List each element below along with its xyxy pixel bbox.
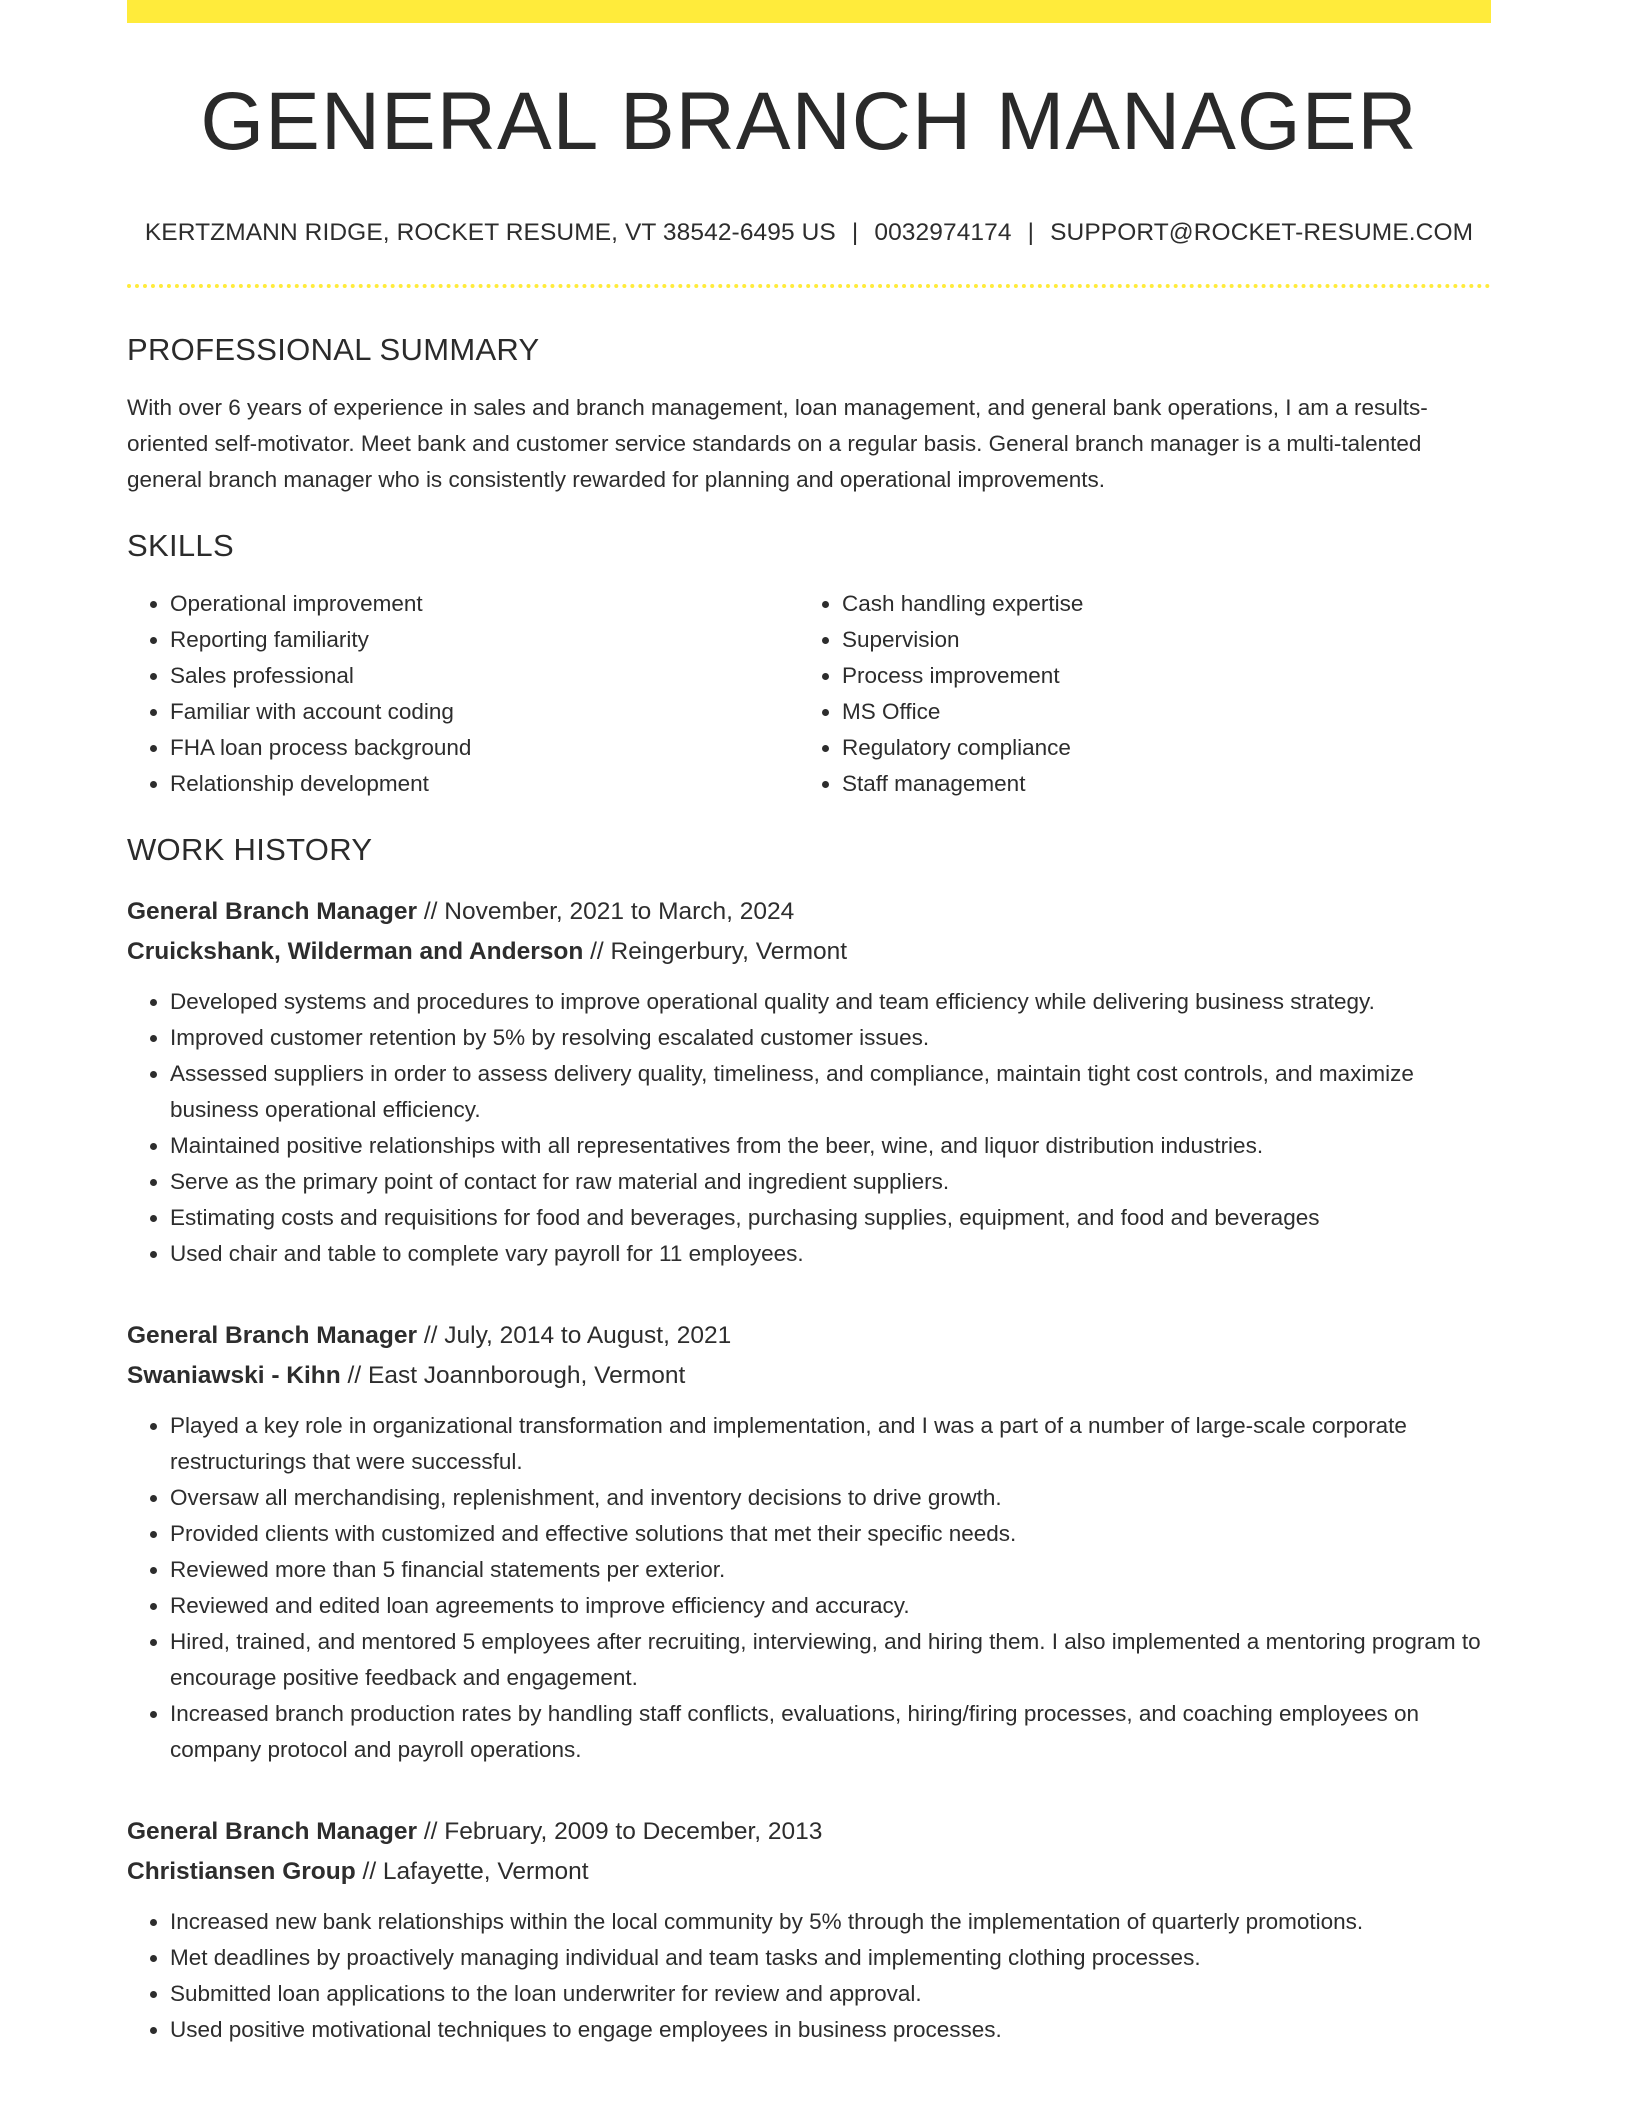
job-entry — [127, 1316, 1491, 1768]
skill-item: • MS Office — [842, 694, 1471, 730]
skill-item: • Supervision — [842, 622, 1471, 658]
job-bullet: • Assessed suppliers in order to assess delivery quality, timeliness, and compliance, maintain tight cost controls, and maximize business operational efficiency. — [170, 1056, 1491, 1128]
skill-item: • Process improvement — [842, 658, 1471, 694]
skill-item: • Familiar with account coding — [170, 694, 799, 730]
skill-item: • Staff management — [842, 766, 1471, 802]
job-bullet: • Developed systems and procedures to improve operational quality and team efficiency while delivering business strategy. — [170, 984, 1491, 1020]
job-bullet: • Serve as the primary point of contact for raw material and ingredient suppliers. — [170, 1164, 1491, 1200]
job-title: General Branch Manager — [127, 1322, 418, 1349]
job-bullet: • Reviewed more than 5 financial statements per exterior. — [170, 1552, 1491, 1588]
job-title: General Branch Manager — [127, 898, 418, 925]
skill-item: • Regulatory compliance — [842, 730, 1471, 766]
skill-item: • Reporting familiarity — [170, 622, 799, 658]
contact-separator: | — [1027, 219, 1035, 246]
page-title: GENERAL BRANCH MANAGER — [200, 76, 1418, 167]
contact-phone: 0032974174 — [874, 219, 1012, 246]
summary-heading: PROFESSIONAL SUMMARY — [127, 332, 540, 367]
job-bullet: • Met deadlines by proactively managing individual and team tasks and implementing clothing processes. — [170, 1940, 1491, 1976]
job-bullet: • Oversaw all merchandising, replenishment, and inventory decisions to drive growth. — [170, 1480, 1491, 1516]
job-bullet: • Played a key role in organizational transformation and implementation, and I was a part of a number of large-scale corporate restructurings that were successful. — [170, 1408, 1491, 1480]
job-company-line — [127, 932, 1491, 972]
job-title-line — [127, 1812, 1491, 1852]
job-title-line — [127, 1316, 1491, 1356]
contact-separator: | — [851, 219, 859, 246]
job-entry — [127, 892, 1491, 1272]
job-bullets — [127, 984, 1491, 1272]
job-bullet: • Reviewed and edited loan agreements to improve efficiency and accuracy. — [170, 1588, 1491, 1624]
job-location: // Lafayette, Vermont — [355, 1858, 589, 1885]
job-location: // Reingerbury, Vermont — [583, 938, 848, 965]
skill-item: • Sales professional — [170, 658, 799, 694]
job-company: Cruickshank, Wilderman and Anderson — [127, 938, 584, 965]
job-bullet: • Improved customer retention by 5% by resolving escalated customer issues. — [170, 1020, 1491, 1056]
job-bullet: • Increased branch production rates by handling staff conflicts, evaluations, hiring/firing processes, and coaching employees on company protocol and payroll operations. — [170, 1696, 1491, 1768]
contact-email: SUPPORT@ROCKET-RESUME.COM — [1050, 219, 1474, 246]
contact-address: KERTZMANN RIDGE, ROCKET RESUME, VT 38542-6495 US — [144, 219, 836, 246]
job-title-line — [127, 892, 1491, 932]
job-bullet: • Estimating costs and requisitions for food and beverages, purchasing supplies, equipment, and food and beverages — [170, 1200, 1491, 1236]
top-accent-bar — [127, 0, 1491, 23]
job-bullet: • Maintained positive relationships with all representatives from the beer, wine, and liquor distribution industries. — [170, 1128, 1491, 1164]
job-bullet: • Provided clients with customized and effective solutions that met their specific needs. — [170, 1516, 1491, 1552]
job-bullets — [127, 1904, 1491, 2048]
resume-page — [127, 0, 1491, 2048]
job-company-line — [127, 1852, 1491, 1892]
job-bullet: • Used positive motivational techniques to engage employees in business processes. — [170, 2012, 1491, 2048]
skill-item: • FHA loan process background — [170, 730, 799, 766]
skill-item: • Operational improvement — [170, 586, 799, 622]
job-company: Christiansen Group — [127, 1858, 356, 1885]
skills-heading: SKILLS — [127, 528, 234, 563]
job-bullets — [127, 1408, 1491, 1768]
skills-columns — [127, 586, 1491, 802]
job-bullet: • Used chair and table to complete vary payroll for 11 employees. — [170, 1236, 1491, 1272]
job-company-line — [127, 1356, 1491, 1396]
summary-text: With over 6 years of experience in sales and branch management, loan management, and general bank operations, I am a results-oriented self-motivator. Meet bank and customer service standards on a regular basis. General branch manager is a multi-talented general branch manager who is consistently rewarded for planning and operational improvements. — [127, 395, 1428, 492]
job-company: Swaniawski - Kihn — [127, 1362, 341, 1389]
job-dates: // July, 2014 to August, 2021 — [417, 1322, 732, 1349]
job-entry — [127, 1812, 1491, 2048]
dotted-divider — [127, 284, 1491, 288]
contact-line — [127, 219, 1491, 247]
job-bullet: • Hired, trained, and mentored 5 employees after recruiting, interviewing, and hiring them. I also implemented a mentoring program to encourage positive feedback and engagement. — [170, 1624, 1491, 1696]
skill-item: • Cash handling expertise — [842, 586, 1471, 622]
job-title: General Branch Manager — [127, 1818, 418, 1845]
job-bullet: • Submitted loan applications to the loan underwriter for review and approval. — [170, 1976, 1491, 2012]
job-location: // East Joannborough, Vermont — [340, 1362, 686, 1389]
job-bullet: • Increased new bank relationships within the local community by 5% through the implementation of quarterly promotions. — [170, 1904, 1491, 1940]
job-dates: // February, 2009 to December, 2013 — [417, 1818, 823, 1845]
skill-item: • Relationship development — [170, 766, 799, 802]
skills-list-right — [799, 586, 1471, 802]
job-dates: // November, 2021 to March, 2024 — [417, 898, 795, 925]
work-history-heading: WORK HISTORY — [127, 832, 373, 867]
skills-list-left — [127, 586, 799, 802]
